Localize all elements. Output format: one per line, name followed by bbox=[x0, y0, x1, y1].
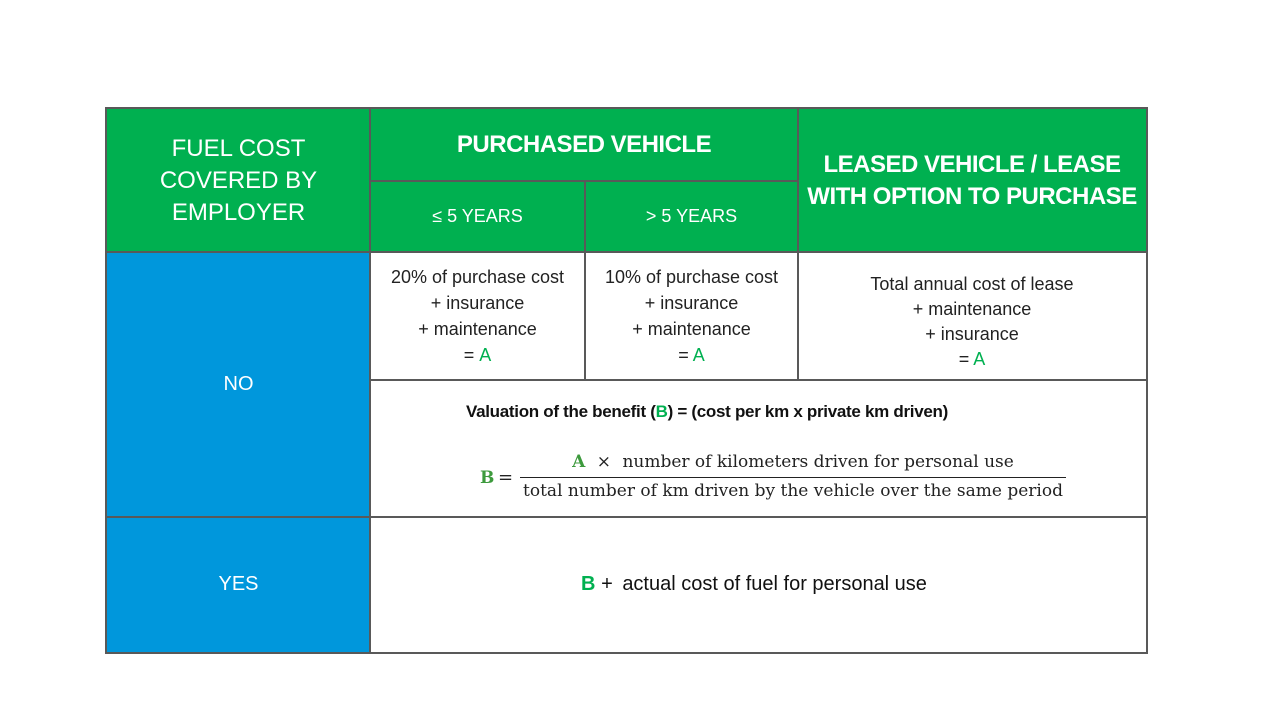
formula-numerator bbox=[520, 452, 1066, 472]
grid-line-subheader bbox=[370, 180, 798, 182]
leased-line2: + maintenance bbox=[912, 299, 1032, 319]
header-leased-line2: WITH OPTION TO PURCHASE bbox=[807, 182, 1137, 210]
purchased-gt5-a: A bbox=[692, 345, 705, 365]
purchased-le5-eq: = bbox=[463, 345, 480, 365]
grid-line-col3 bbox=[797, 109, 799, 381]
row-label-no bbox=[107, 252, 370, 517]
leased-eq: = bbox=[958, 349, 974, 369]
header-gt-5-years-label: > 5 YEARS bbox=[645, 206, 738, 226]
numerator-times: × bbox=[596, 452, 612, 472]
purchased-gt5-result bbox=[678, 342, 705, 368]
leased-line3: + insurance bbox=[925, 324, 1019, 344]
purchased-le5-result bbox=[464, 342, 492, 368]
numerator-text: number of kilometers driven for personal use bbox=[622, 452, 1014, 472]
yes-plus: + bbox=[601, 573, 613, 595]
purchased-le5-line3: + maintenance bbox=[418, 319, 537, 339]
formula-equals: = bbox=[498, 467, 514, 488]
valuation-title bbox=[466, 402, 948, 422]
purchased-gt5-line2: + insurance bbox=[644, 293, 739, 313]
cell-purchased-le5-formula bbox=[370, 252, 585, 380]
row-label-no-text: NO bbox=[223, 373, 254, 395]
purchased-gt5-line3: + maintenance bbox=[632, 319, 751, 339]
purchased-le5-line1: 20% of purchase cost bbox=[390, 267, 565, 287]
grid-line-col2 bbox=[584, 181, 586, 381]
header-purchased-vehicle-label: PURCHASED VEHICLE bbox=[456, 131, 712, 158]
purchased-le5-line2: + insurance bbox=[430, 293, 525, 313]
header-leased-line1: LEASED VEHICLE / LEASE bbox=[823, 150, 1121, 178]
formula-b: B bbox=[480, 468, 495, 488]
row-label-yes bbox=[107, 517, 370, 652]
formula-denominator bbox=[520, 481, 1066, 501]
header-fuel-cost-covered bbox=[107, 109, 370, 252]
grid-line-header-bottom bbox=[107, 251, 1146, 253]
header-fuel-cost-line3: EMPLOYER bbox=[171, 198, 306, 226]
numerator-a: A bbox=[572, 452, 586, 472]
leased-line1: Total annual cost of lease bbox=[870, 274, 1074, 294]
header-le-5-years-label: ≤ 5 YEARS bbox=[432, 206, 523, 226]
fraction-bar bbox=[520, 477, 1066, 478]
cell-purchased-gt5-formula bbox=[585, 252, 798, 380]
cell-leased-formula bbox=[798, 252, 1146, 380]
purchased-gt5-line1: 10% of purchase cost bbox=[604, 267, 779, 287]
header-le-5-years bbox=[370, 181, 585, 252]
yes-formula-line bbox=[581, 573, 927, 596]
header-purchased-vehicle bbox=[370, 109, 798, 181]
header-fuel-cost-line1: FUEL COST bbox=[171, 134, 306, 162]
row-label-yes-text: YES bbox=[218, 573, 259, 595]
yes-text: actual cost of fuel for personal use bbox=[622, 573, 927, 595]
leased-a: A bbox=[973, 349, 986, 369]
purchased-gt5-eq: = bbox=[678, 345, 693, 365]
cell-valuation-formula bbox=[370, 380, 1146, 517]
grid-line-formula-row bbox=[370, 379, 1146, 381]
header-fuel-cost-line2: COVERED BY bbox=[159, 166, 318, 194]
valuation-title-post: ) = (cost per km x private km driven) bbox=[667, 402, 948, 421]
grid-line-yes-row bbox=[107, 516, 1146, 518]
header-gt-5-years bbox=[585, 181, 798, 252]
benefit-valuation-table bbox=[105, 107, 1148, 654]
cell-yes-formula bbox=[370, 517, 1146, 652]
leased-result bbox=[959, 347, 986, 372]
purchased-le5-a: A bbox=[479, 345, 492, 365]
valuation-title-pre: Valuation of the benefit ( bbox=[466, 402, 656, 421]
valuation-formula bbox=[478, 448, 1078, 508]
yes-b: B bbox=[581, 573, 596, 595]
denominator-text: total number of km driven by the vehicle over the same period bbox=[523, 481, 1063, 501]
header-leased-vehicle bbox=[798, 109, 1146, 252]
valuation-title-b: B bbox=[655, 402, 668, 421]
